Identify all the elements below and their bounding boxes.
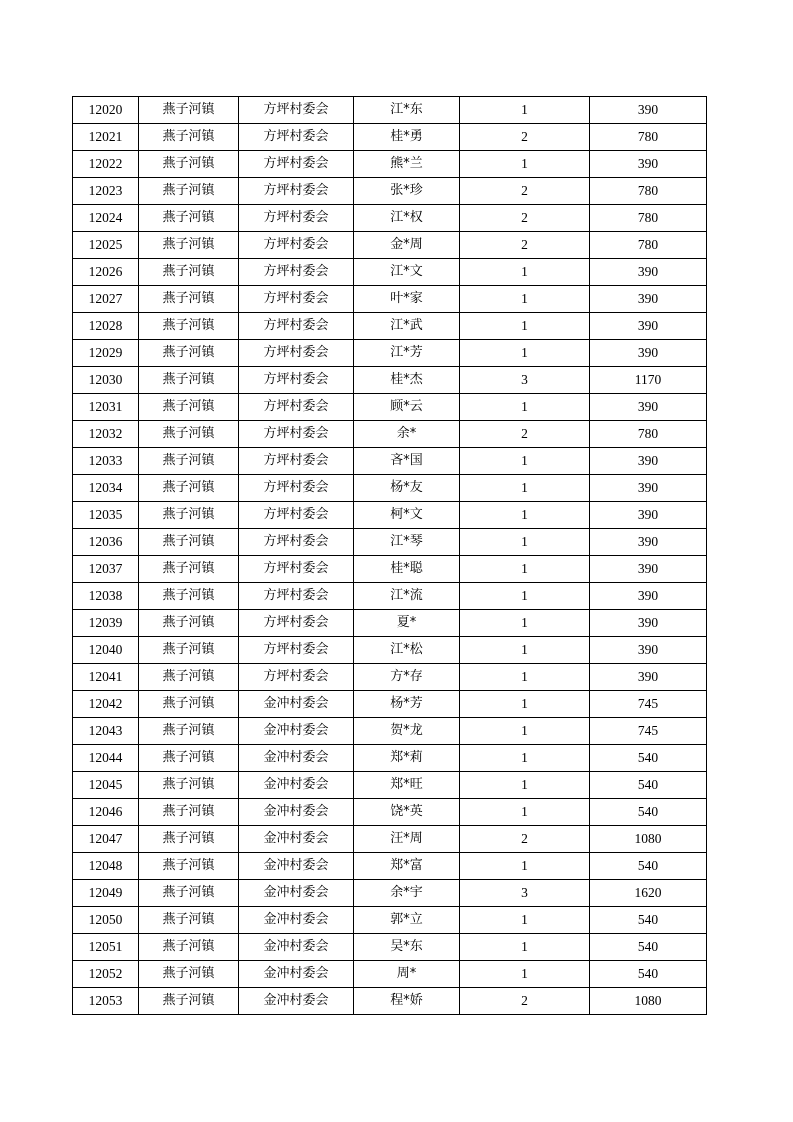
village-committee-cell: 方坪村委会 <box>239 421 354 448</box>
village-committee-cell: 金冲村委会 <box>239 772 354 799</box>
table-row <box>73 988 707 1015</box>
amount-cell: 390 <box>590 529 707 556</box>
household-count-cell: 1 <box>460 610 590 637</box>
village-committee-cell: 方坪村委会 <box>239 178 354 205</box>
name-cell: 汪*周 <box>354 826 460 853</box>
amount-cell: 540 <box>590 934 707 961</box>
amount-cell: 390 <box>590 637 707 664</box>
table-row <box>73 610 707 637</box>
amount-cell: 745 <box>590 691 707 718</box>
table-row <box>73 97 707 124</box>
town-cell: 燕子河镇 <box>139 502 239 529</box>
village-committee-cell: 金冲村委会 <box>239 826 354 853</box>
name-cell: 江*东 <box>354 97 460 124</box>
town-cell: 燕子河镇 <box>139 853 239 880</box>
serial-number-cell: 12022 <box>73 151 139 178</box>
household-count-cell: 1 <box>460 502 590 529</box>
name-cell: 吴*东 <box>354 934 460 961</box>
amount-cell: 390 <box>590 151 707 178</box>
name-cell: 杨*芳 <box>354 691 460 718</box>
household-count-cell: 1 <box>460 394 590 421</box>
amount-cell: 540 <box>590 907 707 934</box>
name-cell: 江*琴 <box>354 529 460 556</box>
village-committee-cell: 方坪村委会 <box>239 502 354 529</box>
serial-number-cell: 12050 <box>73 907 139 934</box>
table-row <box>73 502 707 529</box>
household-count-cell: 1 <box>460 637 590 664</box>
table-row <box>73 394 707 421</box>
table-row <box>73 637 707 664</box>
amount-cell: 540 <box>590 799 707 826</box>
town-cell: 燕子河镇 <box>139 178 239 205</box>
town-cell: 燕子河镇 <box>139 826 239 853</box>
town-cell: 燕子河镇 <box>139 556 239 583</box>
table-row <box>73 664 707 691</box>
town-cell: 燕子河镇 <box>139 124 239 151</box>
serial-number-cell: 12021 <box>73 124 139 151</box>
table-row <box>73 178 707 205</box>
table-row <box>73 475 707 502</box>
table-row <box>73 718 707 745</box>
name-cell: 江*流 <box>354 583 460 610</box>
town-cell: 燕子河镇 <box>139 880 239 907</box>
household-count-cell: 1 <box>460 97 590 124</box>
table-row <box>73 772 707 799</box>
amount-cell: 390 <box>590 502 707 529</box>
table-row <box>73 529 707 556</box>
serial-number-cell: 12023 <box>73 178 139 205</box>
town-cell: 燕子河镇 <box>139 664 239 691</box>
name-cell: 金*周 <box>354 232 460 259</box>
name-cell: 周* <box>354 961 460 988</box>
amount-cell: 780 <box>590 205 707 232</box>
household-count-cell: 2 <box>460 826 590 853</box>
village-committee-cell: 金冲村委会 <box>239 961 354 988</box>
name-cell: 桂*杰 <box>354 367 460 394</box>
table-row <box>73 151 707 178</box>
serial-number-cell: 12039 <box>73 610 139 637</box>
amount-cell: 780 <box>590 421 707 448</box>
serial-number-cell: 12042 <box>73 691 139 718</box>
village-committee-cell: 方坪村委会 <box>239 610 354 637</box>
village-committee-cell: 方坪村委会 <box>239 475 354 502</box>
village-committee-cell: 方坪村委会 <box>239 286 354 313</box>
name-cell: 吝*国 <box>354 448 460 475</box>
table-row <box>73 421 707 448</box>
table-row <box>73 286 707 313</box>
village-committee-cell: 方坪村委会 <box>239 124 354 151</box>
name-cell: 夏* <box>354 610 460 637</box>
serial-number-cell: 12053 <box>73 988 139 1015</box>
table-row <box>73 880 707 907</box>
serial-number-cell: 12031 <box>73 394 139 421</box>
amount-cell: 780 <box>590 232 707 259</box>
table-row <box>73 853 707 880</box>
village-committee-cell: 方坪村委会 <box>239 583 354 610</box>
household-count-cell: 1 <box>460 583 590 610</box>
amount-cell: 390 <box>590 664 707 691</box>
amount-cell: 390 <box>590 340 707 367</box>
household-count-cell: 1 <box>460 340 590 367</box>
village-committee-cell: 方坪村委会 <box>239 556 354 583</box>
town-cell: 燕子河镇 <box>139 799 239 826</box>
town-cell: 燕子河镇 <box>139 529 239 556</box>
household-count-cell: 2 <box>460 124 590 151</box>
table-row <box>73 259 707 286</box>
village-committee-cell: 方坪村委会 <box>239 448 354 475</box>
table-row <box>73 232 707 259</box>
village-committee-cell: 方坪村委会 <box>239 664 354 691</box>
village-committee-cell: 金冲村委会 <box>239 934 354 961</box>
household-count-cell: 1 <box>460 448 590 475</box>
village-committee-cell: 方坪村委会 <box>239 313 354 340</box>
serial-number-cell: 12026 <box>73 259 139 286</box>
town-cell: 燕子河镇 <box>139 367 239 394</box>
serial-number-cell: 12027 <box>73 286 139 313</box>
name-cell: 顾*云 <box>354 394 460 421</box>
amount-cell: 1170 <box>590 367 707 394</box>
village-committee-cell: 金冲村委会 <box>239 691 354 718</box>
serial-number-cell: 12051 <box>73 934 139 961</box>
subsidy-table <box>72 96 707 1015</box>
name-cell: 郑*旺 <box>354 772 460 799</box>
name-cell: 江*权 <box>354 205 460 232</box>
household-count-cell: 1 <box>460 907 590 934</box>
amount-cell: 540 <box>590 772 707 799</box>
household-count-cell: 1 <box>460 556 590 583</box>
serial-number-cell: 12047 <box>73 826 139 853</box>
town-cell: 燕子河镇 <box>139 637 239 664</box>
household-count-cell: 1 <box>460 313 590 340</box>
town-cell: 燕子河镇 <box>139 610 239 637</box>
town-cell: 燕子河镇 <box>139 286 239 313</box>
name-cell: 郑*莉 <box>354 745 460 772</box>
household-count-cell: 1 <box>460 664 590 691</box>
serial-number-cell: 12036 <box>73 529 139 556</box>
household-count-cell: 3 <box>460 367 590 394</box>
household-count-cell: 1 <box>460 259 590 286</box>
household-count-cell: 1 <box>460 772 590 799</box>
table-row <box>73 583 707 610</box>
serial-number-cell: 12052 <box>73 961 139 988</box>
table-row <box>73 556 707 583</box>
village-committee-cell: 方坪村委会 <box>239 97 354 124</box>
village-committee-cell: 方坪村委会 <box>239 232 354 259</box>
household-count-cell: 1 <box>460 934 590 961</box>
town-cell: 燕子河镇 <box>139 961 239 988</box>
town-cell: 燕子河镇 <box>139 232 239 259</box>
amount-cell: 540 <box>590 853 707 880</box>
town-cell: 燕子河镇 <box>139 205 239 232</box>
serial-number-cell: 12041 <box>73 664 139 691</box>
amount-cell: 390 <box>590 97 707 124</box>
village-committee-cell: 金冲村委会 <box>239 718 354 745</box>
name-cell: 余* <box>354 421 460 448</box>
town-cell: 燕子河镇 <box>139 313 239 340</box>
name-cell: 江*芳 <box>354 340 460 367</box>
name-cell: 余*宇 <box>354 880 460 907</box>
amount-cell: 540 <box>590 745 707 772</box>
village-committee-cell: 方坪村委会 <box>239 151 354 178</box>
serial-number-cell: 12040 <box>73 637 139 664</box>
serial-number-cell: 12049 <box>73 880 139 907</box>
name-cell: 饶*英 <box>354 799 460 826</box>
serial-number-cell: 12028 <box>73 313 139 340</box>
household-count-cell: 1 <box>460 529 590 556</box>
table-row <box>73 799 707 826</box>
serial-number-cell: 12030 <box>73 367 139 394</box>
name-cell: 叶*家 <box>354 286 460 313</box>
name-cell: 郑*富 <box>354 853 460 880</box>
amount-cell: 780 <box>590 178 707 205</box>
serial-number-cell: 12034 <box>73 475 139 502</box>
table-row <box>73 961 707 988</box>
name-cell: 张*珍 <box>354 178 460 205</box>
serial-number-cell: 12024 <box>73 205 139 232</box>
table-body <box>73 97 707 1015</box>
town-cell: 燕子河镇 <box>139 907 239 934</box>
town-cell: 燕子河镇 <box>139 97 239 124</box>
household-count-cell: 2 <box>460 232 590 259</box>
serial-number-cell: 12046 <box>73 799 139 826</box>
serial-number-cell: 12020 <box>73 97 139 124</box>
household-count-cell: 2 <box>460 178 590 205</box>
amount-cell: 390 <box>590 448 707 475</box>
name-cell: 江*文 <box>354 259 460 286</box>
household-count-cell: 2 <box>460 988 590 1015</box>
village-committee-cell: 金冲村委会 <box>239 799 354 826</box>
name-cell: 杨*友 <box>354 475 460 502</box>
household-count-cell: 1 <box>460 475 590 502</box>
amount-cell: 390 <box>590 394 707 421</box>
town-cell: 燕子河镇 <box>139 772 239 799</box>
village-committee-cell: 方坪村委会 <box>239 637 354 664</box>
household-count-cell: 1 <box>460 961 590 988</box>
serial-number-cell: 12029 <box>73 340 139 367</box>
town-cell: 燕子河镇 <box>139 421 239 448</box>
table-row <box>73 448 707 475</box>
serial-number-cell: 12032 <box>73 421 139 448</box>
name-cell: 江*松 <box>354 637 460 664</box>
name-cell: 郭*立 <box>354 907 460 934</box>
amount-cell: 390 <box>590 286 707 313</box>
table-row <box>73 826 707 853</box>
household-count-cell: 1 <box>460 799 590 826</box>
village-committee-cell: 方坪村委会 <box>239 205 354 232</box>
town-cell: 燕子河镇 <box>139 259 239 286</box>
table-row <box>73 124 707 151</box>
table-row <box>73 934 707 961</box>
name-cell: 程*娇 <box>354 988 460 1015</box>
household-count-cell: 1 <box>460 151 590 178</box>
name-cell: 桂*聪 <box>354 556 460 583</box>
name-cell: 熊*兰 <box>354 151 460 178</box>
table-row <box>73 367 707 394</box>
name-cell: 贺*龙 <box>354 718 460 745</box>
table-row <box>73 313 707 340</box>
household-count-cell: 2 <box>460 205 590 232</box>
serial-number-cell: 12043 <box>73 718 139 745</box>
serial-number-cell: 12045 <box>73 772 139 799</box>
name-cell: 江*武 <box>354 313 460 340</box>
town-cell: 燕子河镇 <box>139 691 239 718</box>
town-cell: 燕子河镇 <box>139 583 239 610</box>
town-cell: 燕子河镇 <box>139 745 239 772</box>
village-committee-cell: 方坪村委会 <box>239 367 354 394</box>
amount-cell: 390 <box>590 259 707 286</box>
serial-number-cell: 12037 <box>73 556 139 583</box>
amount-cell: 390 <box>590 475 707 502</box>
amount-cell: 390 <box>590 610 707 637</box>
household-count-cell: 1 <box>460 853 590 880</box>
village-committee-cell: 金冲村委会 <box>239 880 354 907</box>
serial-number-cell: 12033 <box>73 448 139 475</box>
table-row <box>73 340 707 367</box>
village-committee-cell: 金冲村委会 <box>239 988 354 1015</box>
village-committee-cell: 金冲村委会 <box>239 853 354 880</box>
table-row <box>73 907 707 934</box>
name-cell: 方*存 <box>354 664 460 691</box>
household-count-cell: 3 <box>460 880 590 907</box>
name-cell: 桂*勇 <box>354 124 460 151</box>
town-cell: 燕子河镇 <box>139 340 239 367</box>
amount-cell: 390 <box>590 583 707 610</box>
town-cell: 燕子河镇 <box>139 988 239 1015</box>
amount-cell: 1080 <box>590 826 707 853</box>
serial-number-cell: 12025 <box>73 232 139 259</box>
household-count-cell: 2 <box>460 421 590 448</box>
village-committee-cell: 方坪村委会 <box>239 529 354 556</box>
amount-cell: 1080 <box>590 988 707 1015</box>
amount-cell: 390 <box>590 556 707 583</box>
town-cell: 燕子河镇 <box>139 151 239 178</box>
table-row <box>73 691 707 718</box>
town-cell: 燕子河镇 <box>139 718 239 745</box>
village-committee-cell: 金冲村委会 <box>239 907 354 934</box>
village-committee-cell: 方坪村委会 <box>239 259 354 286</box>
amount-cell: 745 <box>590 718 707 745</box>
village-committee-cell: 方坪村委会 <box>239 340 354 367</box>
village-committee-cell: 方坪村委会 <box>239 394 354 421</box>
amount-cell: 1620 <box>590 880 707 907</box>
name-cell: 柯*文 <box>354 502 460 529</box>
document-table-container <box>72 96 707 1015</box>
village-committee-cell: 金冲村委会 <box>239 745 354 772</box>
serial-number-cell: 12044 <box>73 745 139 772</box>
table-row <box>73 745 707 772</box>
amount-cell: 540 <box>590 961 707 988</box>
household-count-cell: 1 <box>460 745 590 772</box>
household-count-cell: 1 <box>460 286 590 313</box>
household-count-cell: 1 <box>460 691 590 718</box>
town-cell: 燕子河镇 <box>139 475 239 502</box>
amount-cell: 390 <box>590 313 707 340</box>
household-count-cell: 1 <box>460 718 590 745</box>
town-cell: 燕子河镇 <box>139 934 239 961</box>
serial-number-cell: 12038 <box>73 583 139 610</box>
amount-cell: 780 <box>590 124 707 151</box>
serial-number-cell: 12035 <box>73 502 139 529</box>
town-cell: 燕子河镇 <box>139 394 239 421</box>
table-row <box>73 205 707 232</box>
serial-number-cell: 12048 <box>73 853 139 880</box>
town-cell: 燕子河镇 <box>139 448 239 475</box>
